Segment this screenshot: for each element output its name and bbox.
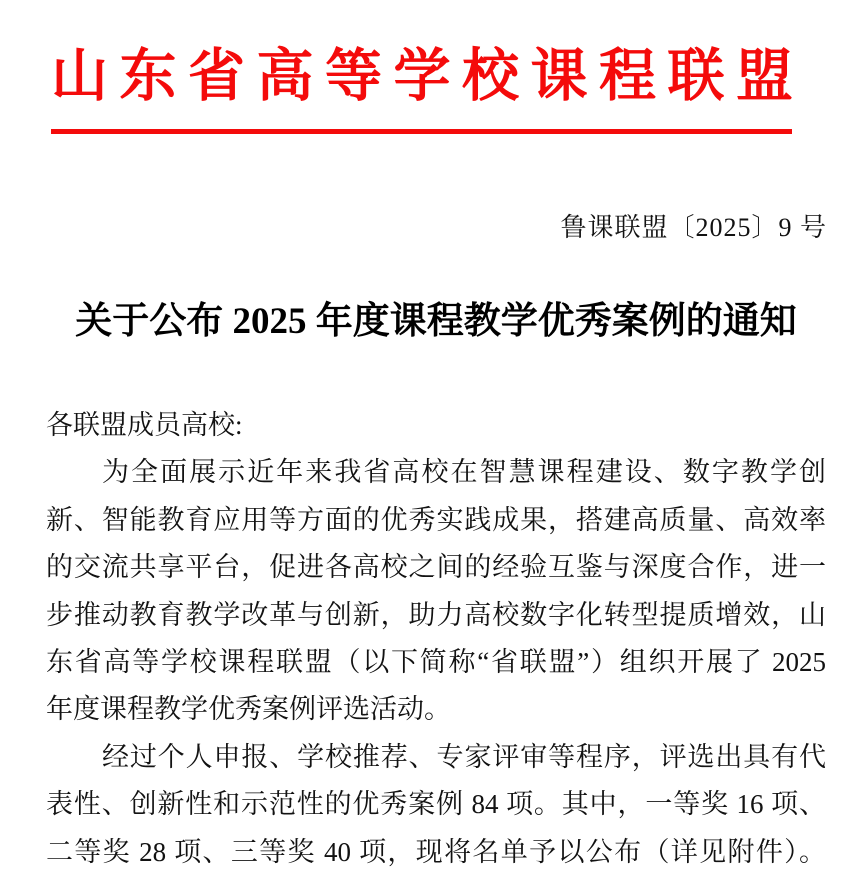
body-line: 步推动教育教学改革与创新，助力高校数字化转型提质增效，山 [46,599,826,630]
body-line: 东省高等学校课程联盟（以下简称“省联盟”）组织开展了 2025 [46,646,826,677]
notice-title: 关于公布 2025 年度课程教学优秀案例的通知 [75,301,797,342]
body-line: 表性、创新性和示范性的优秀案例 84 项。其中，一等奖 16 项、 [46,789,826,820]
body-line: 二等奖 28 项、三等奖 40 项，现将名单予以公布（详见附件）。 [46,836,826,867]
body-line: 经过个人申报、学校推荐、专家评审等程序，评选出具有代 [102,741,826,772]
notice-body [46,402,826,876]
salutation-line: 各联盟成员高校: [46,410,243,440]
red-header-org-title: 山东省高等学校课程联盟 [51,45,793,108]
red-header-divider-line [51,129,792,134]
body-line: 为全面展示近年来我省高校在智慧课程建设、数字教学创 [102,457,826,488]
body-line: 的交流共享平台，促进各高校之间的经验互鉴与深度合作，进一 [46,552,826,583]
body-line: 新、智能教育应用等方面的优秀实践成果，搭建高质量、高效率 [46,504,826,535]
document-number: 鲁课联盟〔2025〕9 号 [560,213,827,242]
body-line: 年度课程教学优秀案例评选活动。 [46,694,451,725]
